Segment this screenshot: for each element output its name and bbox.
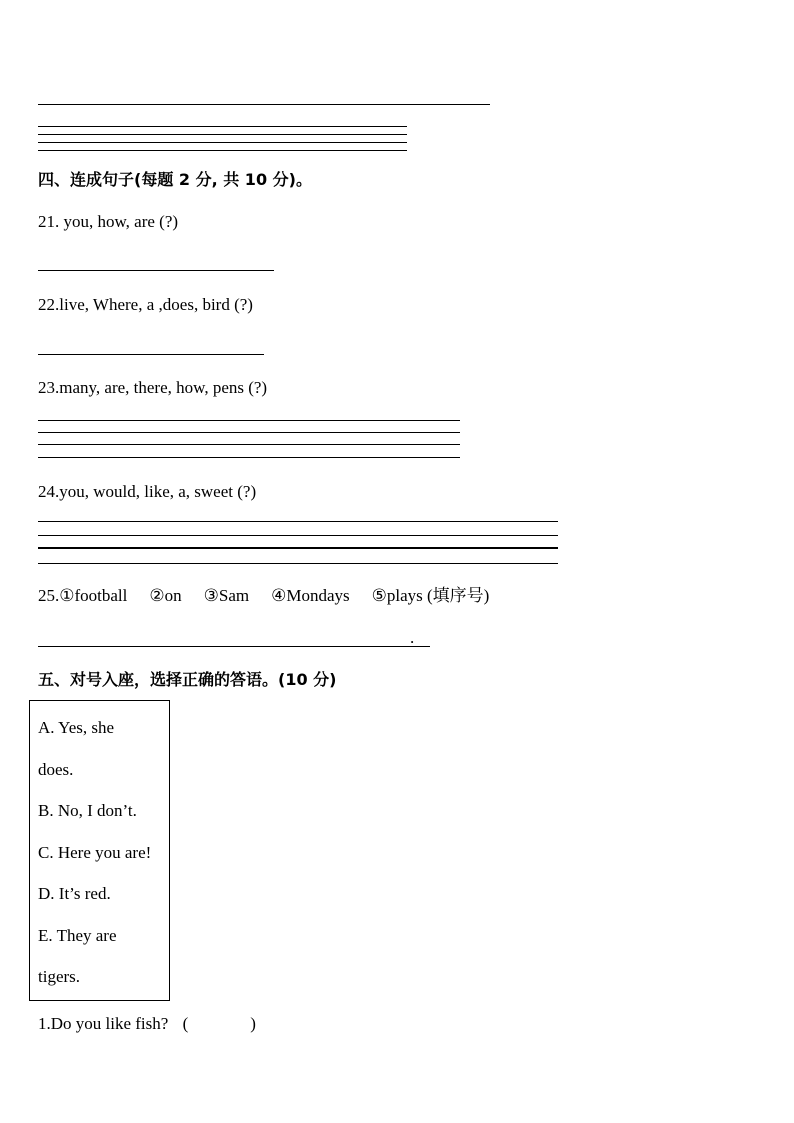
choice-a-continued: does. [38,760,74,779]
answer-line[interactable] [38,646,430,647]
question-21 [38,212,178,232]
answer-line[interactable] [38,547,558,549]
question-number: 21 [38,212,55,231]
answer-line[interactable] [38,521,558,522]
answer-line[interactable] [38,270,274,271]
option-2: ②on [149,586,182,605]
answer-line[interactable] [38,444,460,445]
question-text: .many, are, there, how, pens (?) [55,378,268,397]
question-number: 22 [38,295,55,314]
question-text: .you, would, like, a, sweet (?) [55,482,257,501]
option-1: ①football [59,586,128,605]
answer-line-dot: . [410,628,415,647]
open-paren: ( [182,1014,189,1033]
question-22 [38,295,253,315]
question-text: .live, Where, a ,does, bird (?) [55,295,253,314]
answer-line[interactable] [38,535,558,536]
question-23 [38,378,267,398]
choice-c: C. Here you are! [38,843,152,862]
question-text: . you, how, are (?) [55,212,179,231]
answer-line[interactable] [38,563,558,564]
option-3: ③Sam [203,586,250,605]
question-25 [38,586,489,606]
section-4-heading: 四、连成句子(每题 2 分, 共 10 分)。 [38,170,312,189]
question-24 [38,482,256,502]
answer-line [38,142,407,143]
answer-line [38,134,407,135]
choice-e-continued: tigers. [38,967,81,986]
choice-b: B. No, I don’t. [38,801,137,820]
answer-line[interactable] [38,354,264,355]
answer-blank[interactable] [183,1014,256,1034]
choice-e: E. They are [38,926,117,945]
match-question-1 [38,1014,256,1034]
question-text: 1.Do you like fish? [38,1014,169,1033]
section-5-heading: 五、对号入座，选择正确的答语。(10 分) [38,670,337,689]
question-number: 25. [38,586,60,605]
answer-line[interactable] [38,432,460,433]
fill-hint: (填序号) [427,586,490,605]
question-number: 24 [38,482,55,501]
answer-line [38,126,407,127]
choice-a: A. Yes, she [38,718,115,737]
question-number: 23 [38,378,55,397]
answer-line[interactable] [38,457,460,458]
option-4: ④Mondays [271,586,350,605]
option-5: ⑤plays [371,586,423,605]
answer-choices-box [29,700,170,1001]
close-paren: ) [250,1014,256,1033]
answer-line [38,104,490,105]
answer-line [38,150,407,151]
answer-line[interactable] [38,420,460,421]
choice-d: D. It’s red. [38,884,111,903]
